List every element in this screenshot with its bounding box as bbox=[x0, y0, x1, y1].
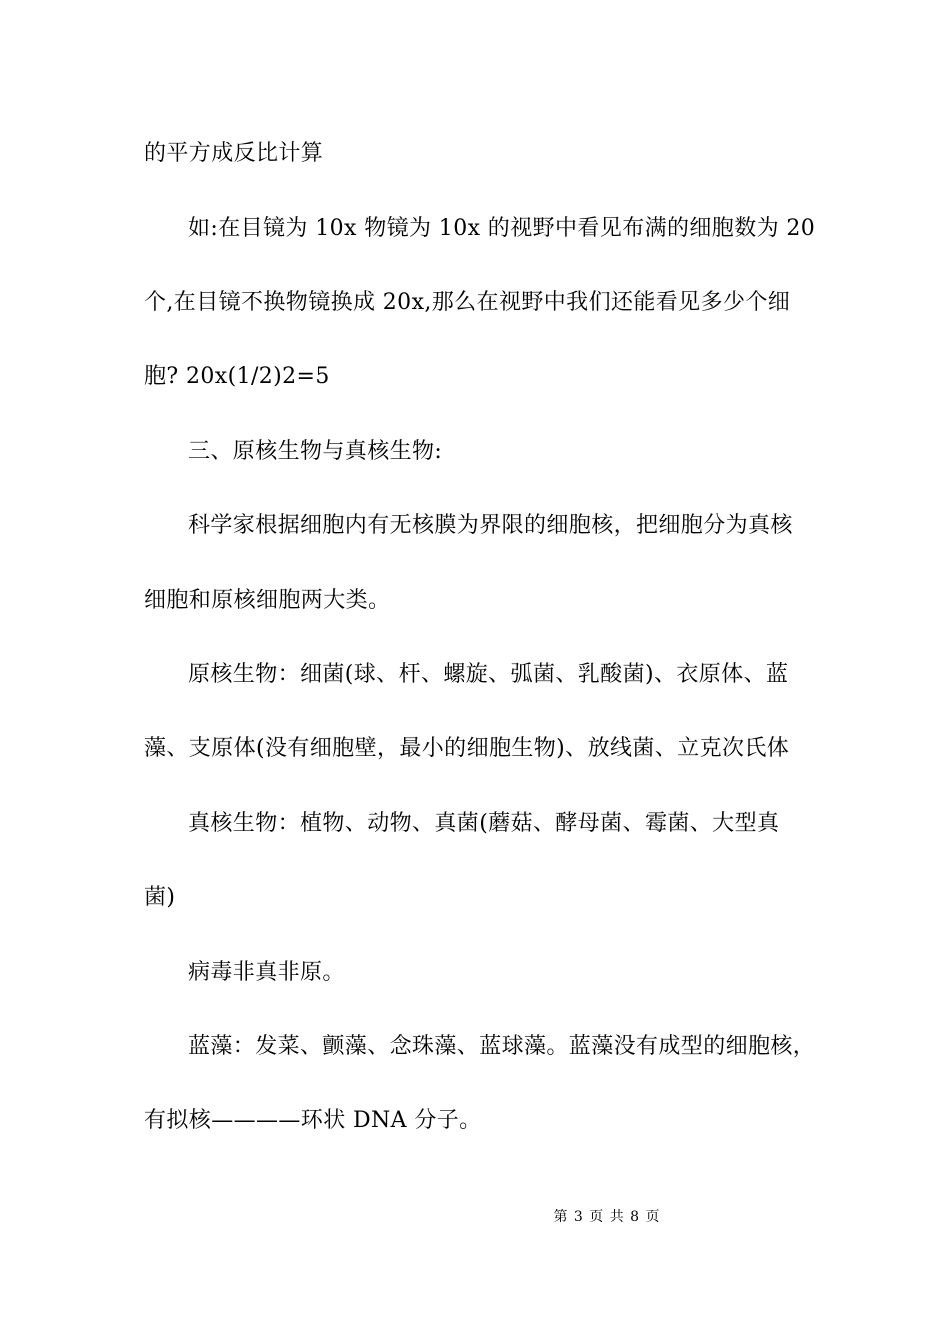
text-line-example-middle: 个,在目镜不换物镜换成 20x,那么在视野中我们还能看见多少个细 bbox=[144, 290, 791, 315]
text-line-prokaryotes: 原核生物：细菌(球、杆、螺旋、弧菌、乳酸菌)、衣原体、蓝 bbox=[188, 662, 789, 687]
section-heading-prokaryote-eukaryote: 三、原核生物与真核生物: bbox=[188, 439, 443, 464]
page-footer bbox=[0, 1208, 950, 1226]
text-line-eukaryotes-end: 菌) bbox=[144, 885, 176, 910]
text-line-example-answer: 胞? 20x(1/2)2=5 bbox=[144, 364, 330, 389]
text-line-classification-end: 细胞和原核细胞两大类。 bbox=[144, 588, 391, 613]
text-line-continuation-inverse-square: 的平方成反比计算 bbox=[144, 141, 324, 166]
text-line-cyanobacteria: 蓝藻：发菜、颤藻、念珠藻、蓝球藻。蓝藻没有成型的细胞核， bbox=[188, 1034, 816, 1059]
text-line-eukaryotes: 真核生物：植物、动物、真菌(蘑菇、酵母菌、霉菌、大型真 bbox=[188, 811, 780, 836]
text-line-prokaryotes-end: 藻、支原体(没有细胞壁，最小的细胞生物)、放线菌、立克次氏体 bbox=[144, 736, 790, 761]
page-number-label: 第 3 页 共 8 页 bbox=[553, 1209, 661, 1225]
text-line-example-start: 如:在目镜为 10x 物镜为 10x 的视野中看见布满的细胞数为 20 bbox=[188, 216, 816, 241]
text-line-cyanobacteria-end: 有拟核————环状 DNA 分子。 bbox=[144, 1108, 482, 1133]
text-line-classification: 科学家根据细胞内有无核膜为界限的细胞核，把细胞分为真核 bbox=[188, 513, 793, 538]
text-line-virus: 病毒非真非原。 bbox=[188, 960, 345, 985]
